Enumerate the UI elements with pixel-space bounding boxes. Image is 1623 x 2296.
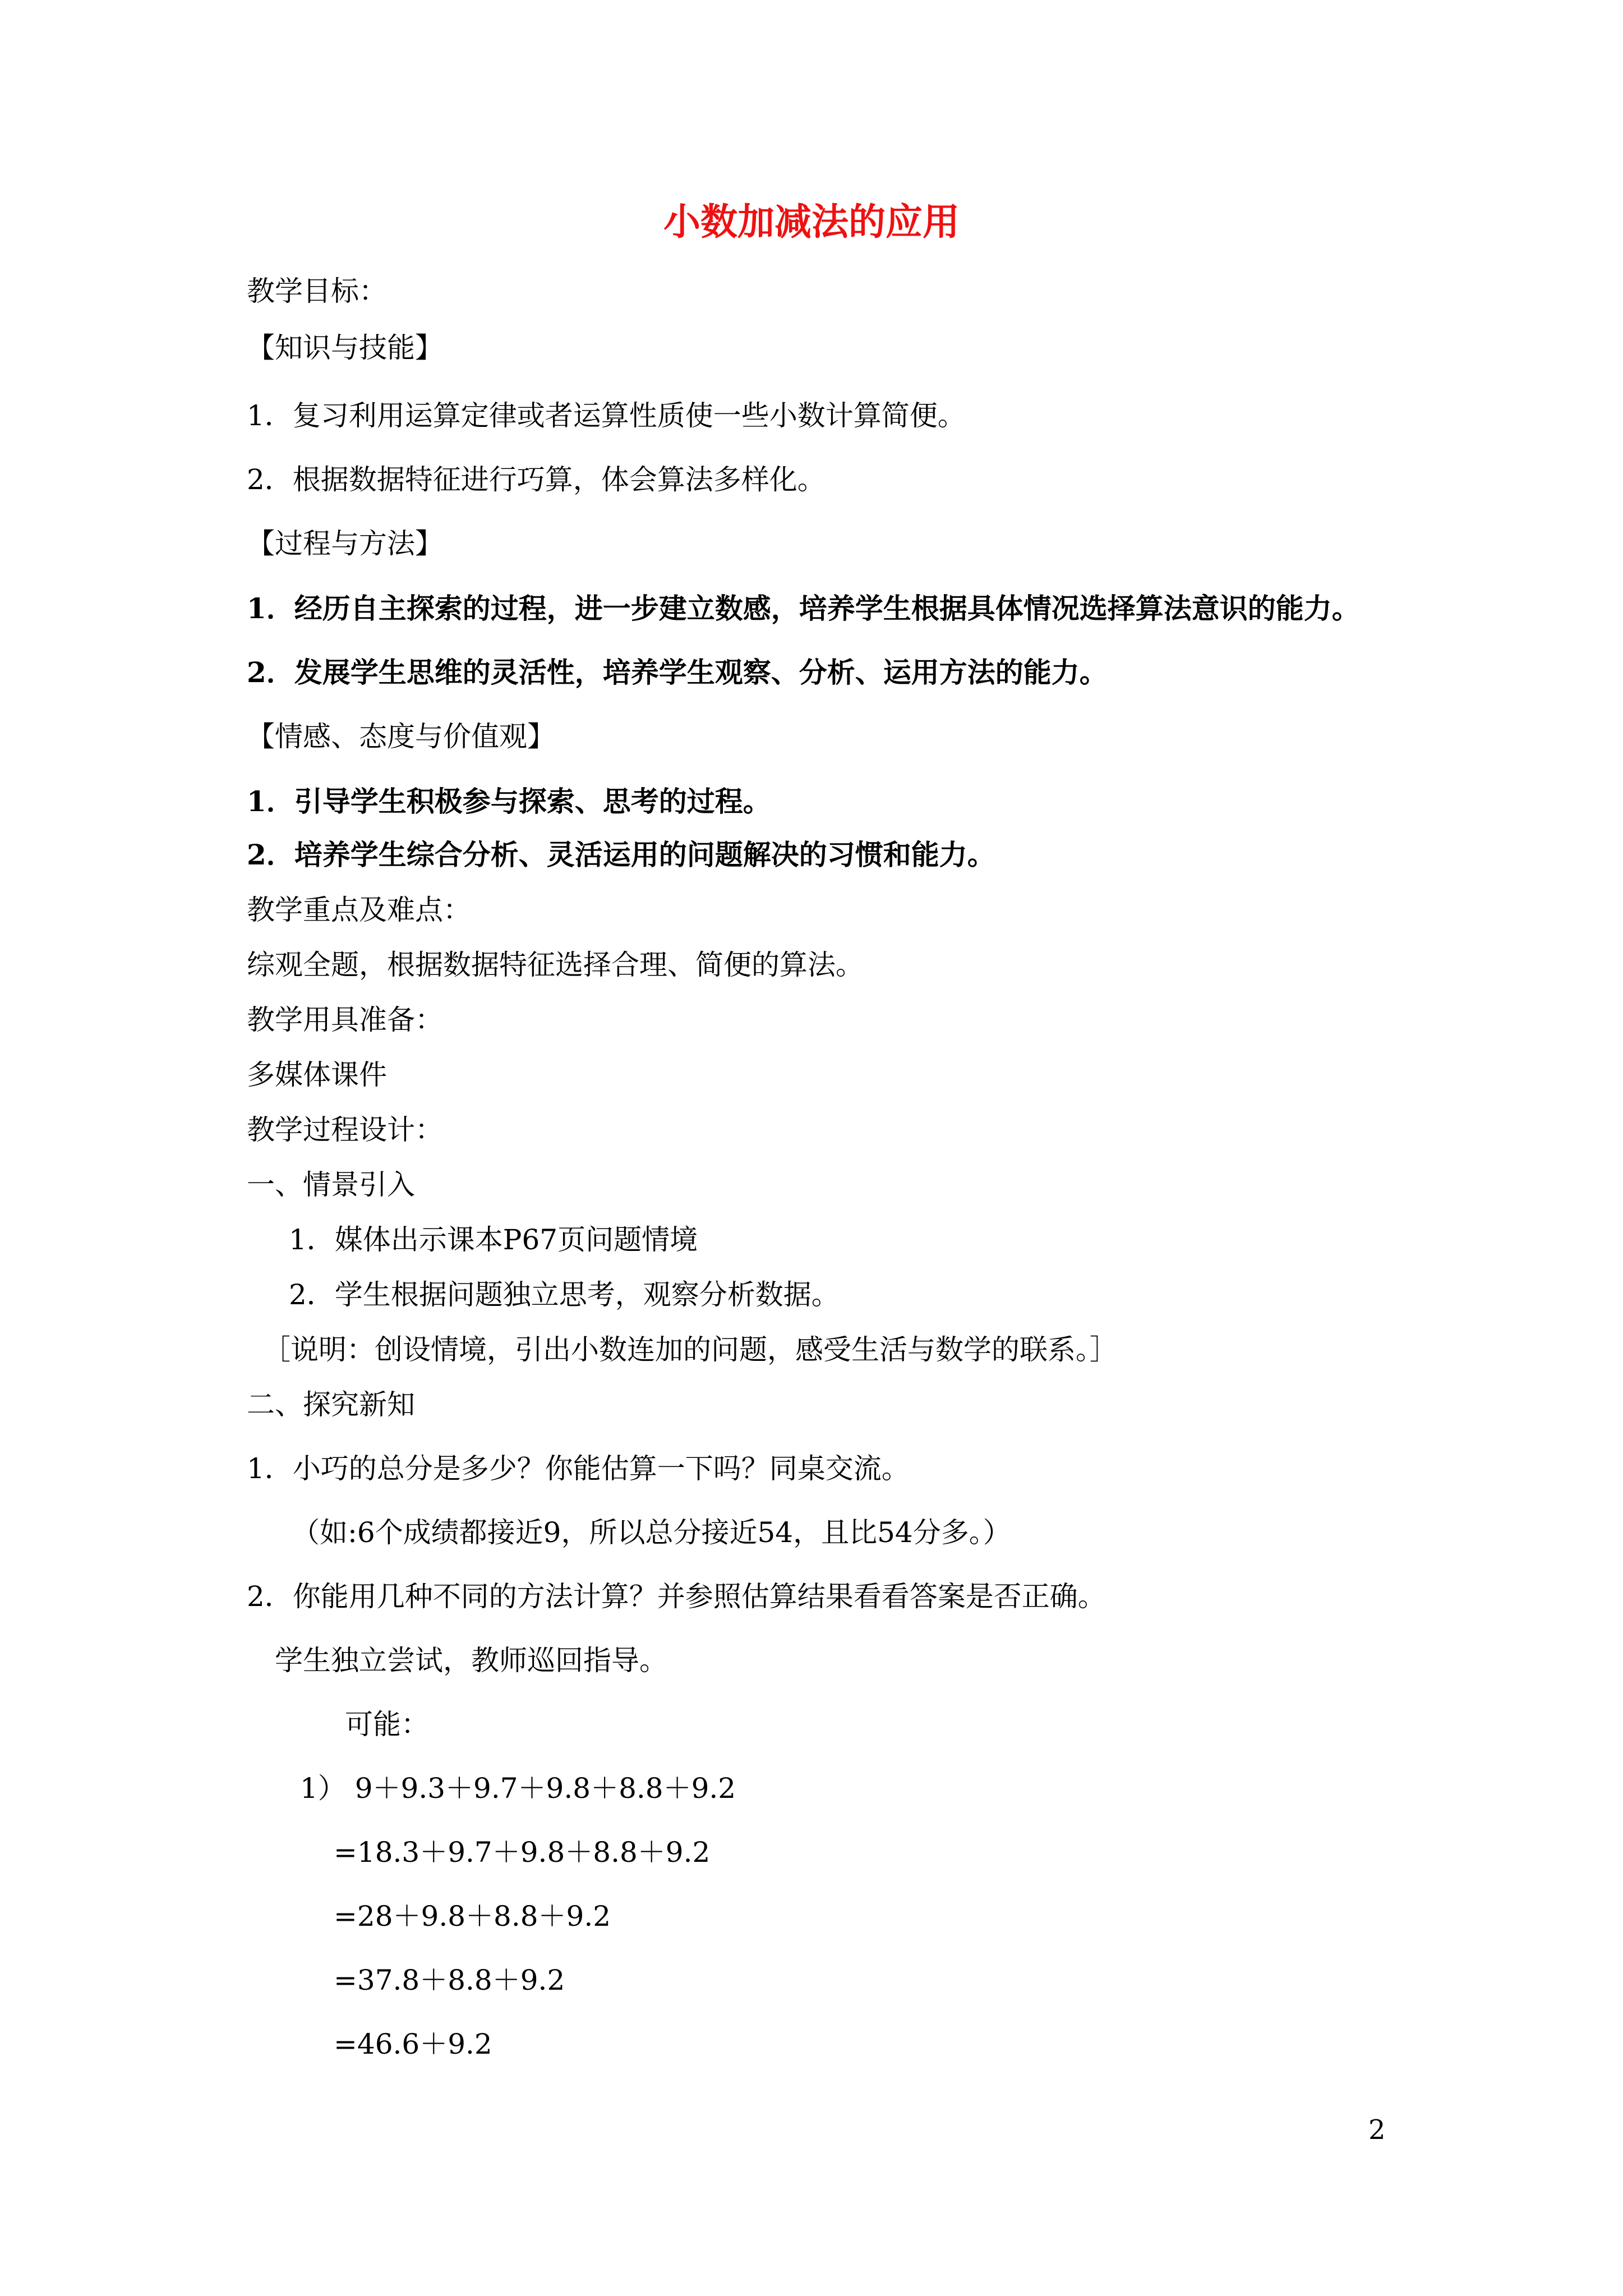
process-item-1: 1．经历自主探索的过程，进一步建立数感，培养学生根据具体情况选择算法意识的能力。: [247, 592, 1360, 625]
calc-step-2: =18.3＋9.7＋9.8＋8.8＋9.2: [334, 1836, 711, 1869]
explore-item-2: 2．你能用几种不同的方法计算？并参照估算结果看看答案是否正确。: [247, 1580, 1106, 1613]
knowledge-item-2: 2．根据数据特征进行巧算，体会算法多样化。: [247, 463, 826, 496]
possible-label: 可能：: [345, 1708, 429, 1741]
explore-item-1: 1．小巧的总分是多少？你能估算一下吗？同桌交流。: [247, 1452, 910, 1485]
page-number: 2: [1368, 2114, 1386, 2146]
teaching-tools-text: 多媒体课件: [247, 1059, 387, 1091]
heading-process-design: 教学过程设计：: [247, 1114, 443, 1146]
section-explore-new: 二、探究新知: [247, 1388, 415, 1421]
calc-step-1: 1） 9＋9.3＋9.7＋9.8＋8.8＋9.2: [300, 1772, 736, 1805]
student-trial-text: 学生独立尝试，教师巡回指导。: [275, 1644, 667, 1677]
section-process-methods: 【过程与方法】: [247, 527, 443, 560]
emotion-item-1: 1．引导学生积极参与探索、思考的过程。: [247, 785, 771, 818]
scene-item-2: 2．学生根据问题独立思考，观察分析数据。: [289, 1278, 840, 1311]
explore-estimate-note: （如:6个成绩都接近9，所以总分接近54，且比54分多。）: [292, 1516, 1011, 1549]
calc-step-3: =28＋9.8＋8.8＋9.2: [334, 1900, 611, 1932]
section-emotion-values: 【情感、态度与价值观】: [247, 720, 555, 753]
process-item-2: 2．发展学生思维的灵活性，培养学生观察、分析、运用方法的能力。: [247, 656, 1108, 689]
calc-step-5: =46.6＋9.2: [334, 2028, 492, 2060]
heading-teaching-tools: 教学用具准备：: [247, 1004, 443, 1036]
document-title: 小数加减法的应用: [663, 200, 960, 243]
scene-note: ［说明：创设情境，引出小数连加的问题，感受生活与数学的联系。］: [262, 1333, 1118, 1366]
emotion-item-2: 2．培养学生综合分析、灵活运用的问题解决的习惯和能力。: [247, 838, 995, 871]
knowledge-item-1: 1．复习利用运算定律或者运算性质使一些小数计算简便。: [247, 399, 966, 432]
calc-step-4: =37.8＋8.8＋9.2: [334, 1964, 565, 1996]
key-points-text: 综观全题，根据数据特征选择合理、简便的算法。: [247, 949, 864, 981]
section-knowledge-skills: 【知识与技能】: [247, 332, 443, 364]
heading-teaching-goals: 教学目标：: [247, 275, 387, 307]
section-scene-intro: 一、情景引入: [247, 1168, 415, 1201]
heading-key-points: 教学重点及难点：: [247, 894, 471, 926]
scene-item-1: 1．媒体出示课本P67页问题情境: [289, 1223, 698, 1256]
